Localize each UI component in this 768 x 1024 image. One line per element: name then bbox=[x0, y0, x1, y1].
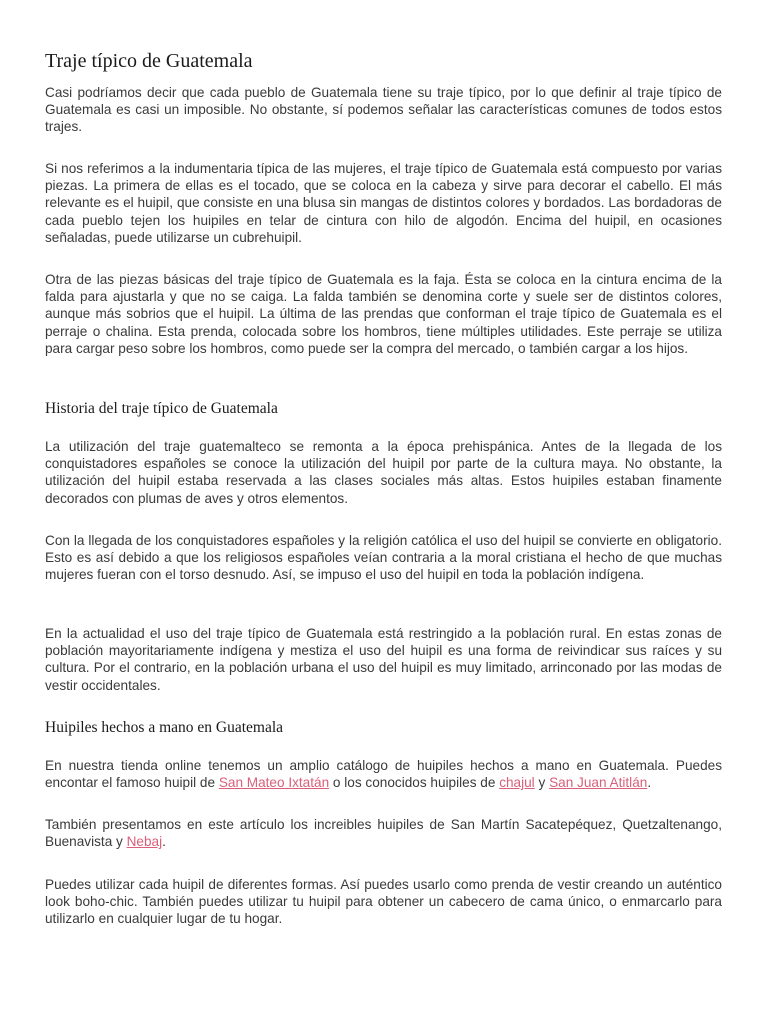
handmade-heading: Huipiles hechos a mano en Guatemala bbox=[45, 719, 284, 736]
history-paragraph-1: La utilización del traje guatemalteco se remonta a la época prehispánica. Antes de la llegada de los conquistadores españoles se conoce la utilización del huipil por parte de la cultura maya. No obstante, la utilización del huipil estaba reservada a las clases sociales más altas. Estos huipiles estaban finamente decorados con plumas de aves y otros elementos. bbox=[45, 439, 722, 506]
handmade-paragraph-3: Puedes utilizar cada huipil de diferentes formas. Así puedes usarlo como prenda de vestir creando un auténtico look boho-chic. También puedes utilizar tu huipil para obtener un cabecero de cama único, o enmarcarlo para utilizarlo en cualquier lugar de tu hogar. bbox=[45, 877, 722, 927]
handmade-paragraph-1 bbox=[45, 757, 722, 791]
handmade-p1-text-c: y bbox=[534, 775, 550, 791]
history-paragraph-2: Con la llegada de los conquistadores españoles y la religión católica el uso del huipil se convierte en obligatorio. Esto es así debido a que los religiosos españoles veían contraria a la moral cristiana el hecho de que muchas mujeres fueran con el torso desnudo. Así, se impuso el uso del huipil en toda la población indígena. bbox=[45, 533, 722, 583]
san-mateo-ixtatan-link[interactable]: San Mateo Ixtatán bbox=[218, 775, 330, 791]
history-paragraph-3: En la actualidad el uso del traje típico de Guatemala está restringido a la población rural. En estas zonas de población mayoritariamente indígena y mestiza el uso del huipil es una forma de reivindicar sus raíces y su cultura. Por el contrario, en la población urbana el uso del huipil es muy limitado, arrinconado por las modas de vestir occidentales. bbox=[45, 626, 722, 693]
handmade-p1-text-a: En nuestra tienda online tenemos un amplio catálogo de huipiles hechos a mano en Guatemala. Puedes encontar el famoso huipil de bbox=[45, 758, 722, 791]
intro-paragraph-3: Otra de las piezas básicas del traje típico de Guatemala es la faja. Ésta se coloca en la cintura encima de la falda para ajustarla y que no se caiga. La falda también se denomina corte y suele ser de distintos colores, aunque más sobrios que el huipil. La última de las prendas que conforman el traje típico de Guatemala es el perraje o chalina. Esta prenda, colocada sobre los hombros, tiene múltiples utilidades. Este perraje se utiliza para cargar peso sobre los hombros, como puede ser la compra del mercado, o también cargar a los hijos. bbox=[45, 272, 722, 356]
intro-paragraph-2: Si nos referimos a la indumentaria típica de las mujeres, el traje típico de Guatemala está compuesto por varias piezas. La primera de ellas es el tocado, que se coloca en la cabeza y sirve para decorar el cabello. El más relevante es el huipil, que consiste en una blusa sin mangas de distintos colores y bordados. Las bordadoras de cada pueblo tejen los huipiles en telar de cintura con hilo de algodón. Encima del huipil, en ocasiones señaladas, puede utilizarse un cubrehuipil. bbox=[45, 161, 722, 245]
page-title: Traje típico de Guatemala bbox=[45, 50, 253, 72]
handmade-p2-text-b: . bbox=[162, 834, 166, 850]
handmade-p1-text-b: o los conocidos huipiles de bbox=[329, 775, 500, 791]
handmade-paragraph-2 bbox=[45, 816, 722, 850]
history-heading: Historia del traje típico de Guatemala bbox=[45, 400, 278, 417]
handmade-p1-text-d: . bbox=[647, 775, 652, 791]
nebaj-link[interactable]: Nebaj bbox=[126, 834, 163, 850]
chajul-link[interactable]: chajul bbox=[499, 775, 535, 791]
intro-paragraph-1: Casi podríamos decir que cada pueblo de Guatemala tiene su traje típico, por lo que definir al traje típico de Guatemala es casi un imposible. No obstante, sí podemos señalar las características comunes de todos estos trajes. bbox=[45, 85, 722, 135]
san-juan-atitlan-link[interactable]: San Juan Atitlán bbox=[549, 775, 648, 791]
handmade-p2-text-a: También presentamos en este artículo los increibles huipiles de San Martín Sacatepéquez, Quetzaltenango, Buenavista y bbox=[45, 817, 722, 850]
